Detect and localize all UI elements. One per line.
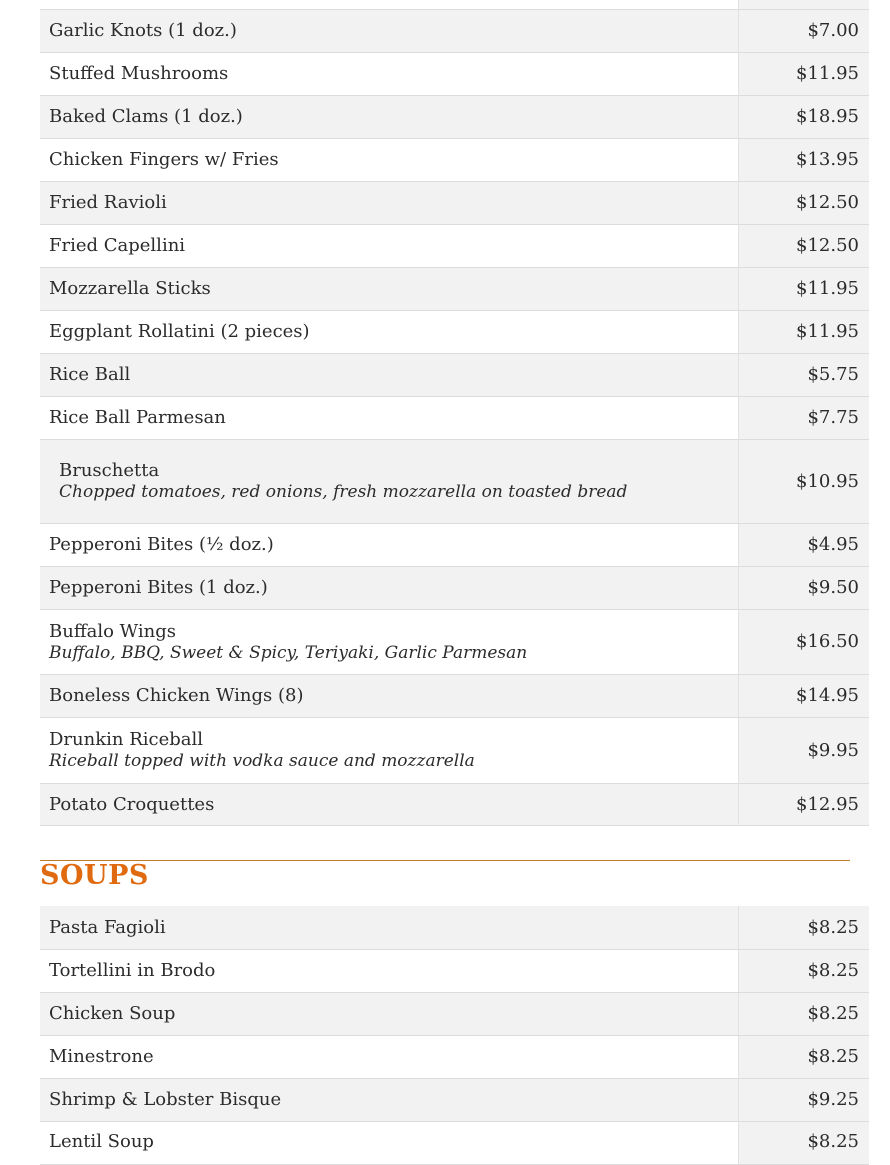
item-price: $8.25 [739, 1121, 870, 1164]
item-cell [40, 439, 739, 523]
item-name: Boneless Chicken Wings (8) [40, 674, 739, 717]
item-price: $4.95 [739, 523, 870, 566]
table-row [40, 138, 869, 181]
item-price: $7.75 [739, 396, 870, 439]
table-row [40, 0, 869, 9]
item-price [739, 0, 870, 9]
table-row [40, 52, 869, 95]
item-name: Stuffed Mushrooms [40, 52, 739, 95]
item-description: Buffalo, BBQ, Sweet & Spicy, Teriyaki, Garlic Parmesan [49, 642, 528, 663]
table-row [40, 95, 869, 138]
item-cell [40, 717, 739, 783]
item-price: $13.95 [739, 138, 870, 181]
table-row [40, 439, 869, 523]
item-name: Garlic Knots (1 doz.) [40, 9, 739, 52]
item-price: $5.75 [739, 353, 870, 396]
table-row [40, 674, 869, 717]
item-name: Pepperoni Bites (1 doz.) [40, 566, 739, 609]
item-price: $9.50 [739, 566, 870, 609]
table-row [40, 523, 869, 566]
table-row [40, 181, 869, 224]
table-row [40, 783, 869, 825]
item-price: $14.95 [739, 674, 870, 717]
item-name: Pepperoni Bites (½ doz.) [40, 523, 739, 566]
item-price: $7.00 [739, 9, 870, 52]
table-row [40, 9, 869, 52]
item-name: Baked Clams (1 doz.) [40, 95, 739, 138]
table-row [40, 1078, 869, 1121]
item-name: Shrimp & Lobster Bisque [40, 1078, 739, 1121]
item-name: Fried Capellini [40, 224, 739, 267]
table-row [40, 717, 869, 783]
item-price: $10.95 [739, 439, 870, 523]
item-price: $12.95 [739, 783, 870, 825]
table-row [40, 949, 869, 992]
item-name [40, 0, 739, 9]
item-price: $8.25 [739, 906, 870, 949]
item-name: Lentil Soup [40, 1121, 739, 1164]
item-price: $8.25 [739, 1035, 870, 1078]
item-name: Drunkin Riceball [49, 729, 204, 750]
item-name: Bruschetta [59, 460, 160, 481]
table-row [40, 224, 869, 267]
item-description: Chopped tomatoes, red onions, fresh mozzarella on toasted bread [59, 482, 628, 502]
section-title-soups: SOUPS [40, 860, 149, 891]
item-price: $9.95 [739, 717, 870, 783]
table-row [40, 609, 869, 674]
table-row [40, 566, 869, 609]
soups-table [40, 906, 869, 1165]
item-description: Riceball topped with vodka sauce and mozzarella [49, 751, 475, 771]
item-name: Mozzarella Sticks [40, 267, 739, 310]
item-name: Fried Ravioli [40, 181, 739, 224]
item-name: Eggplant Rollatini (2 pieces) [40, 310, 739, 353]
section-divider [40, 860, 850, 861]
item-price: $8.25 [739, 949, 870, 992]
table-row [40, 1121, 869, 1164]
item-price: $16.50 [739, 609, 870, 674]
item-price: $11.95 [739, 267, 870, 310]
table-row [40, 992, 869, 1035]
item-price: $9.25 [739, 1078, 870, 1121]
item-name: Rice Ball [40, 353, 739, 396]
table-row [40, 1035, 869, 1078]
item-name: Buffalo Wings [49, 620, 176, 642]
item-name: Tortellini in Brodo [40, 949, 739, 992]
item-cell [40, 609, 739, 674]
table-row [40, 906, 869, 949]
table-row [40, 267, 869, 310]
item-name: Rice Ball Parmesan [40, 396, 739, 439]
table-row [40, 310, 869, 353]
appetizers-table [40, 0, 869, 826]
table-row [40, 396, 869, 439]
item-price: $11.95 [739, 52, 870, 95]
table-row [40, 353, 869, 396]
item-price: $8.25 [739, 992, 870, 1035]
item-name: Potato Croquettes [40, 783, 739, 825]
item-name: Chicken Soup [40, 992, 739, 1035]
item-name: Minestrone [40, 1035, 739, 1078]
item-name: Pasta Fagioli [40, 906, 739, 949]
item-price: $11.95 [739, 310, 870, 353]
item-name: Chicken Fingers w/ Fries [40, 138, 739, 181]
item-price: $12.50 [739, 181, 870, 224]
item-price: $12.50 [739, 224, 870, 267]
item-price: $18.95 [739, 95, 870, 138]
